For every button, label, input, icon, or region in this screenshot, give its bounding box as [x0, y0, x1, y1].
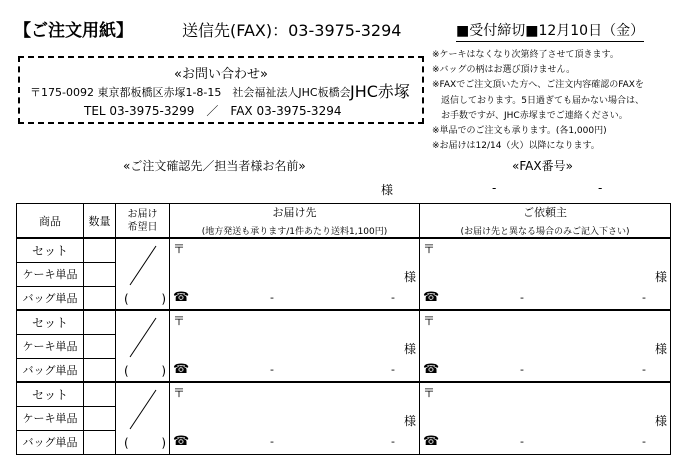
fax-destination: 送信先(FAX)：03-3975-3294 — [182, 21, 402, 40]
contact-tel-fax: TEL 03-3975-3299 ／ FAX 03-3975-3294 — [84, 104, 342, 118]
note-item: ※バッグの柄はお選び頂けません。 — [432, 65, 576, 76]
qty-cell[interactable] — [84, 286, 116, 310]
requester-phone-dash: - — [520, 363, 524, 376]
destination-phone-dash: - — [391, 363, 395, 376]
fax-number-dash: - — [492, 181, 497, 195]
row-label: バッグ単品 — [17, 286, 84, 310]
header-requester — [420, 204, 671, 239]
phone-icon: ☎ — [173, 434, 190, 449]
requester-phone-dash: - — [642, 363, 646, 376]
table-row — [17, 310, 671, 334]
delivery-date-cell[interactable] — [116, 238, 170, 310]
confirm-contact-label: «ご注文確認先／担当者様お名前» — [123, 159, 306, 173]
destination-phone-dash: - — [391, 291, 395, 304]
contact-box — [18, 56, 424, 124]
qty-cell[interactable] — [84, 406, 116, 430]
phone-icon: ☎ — [173, 362, 190, 377]
destination-phone-dash: - — [270, 435, 274, 448]
qty-cell[interactable] — [84, 238, 116, 262]
fax-number-dash: - — [598, 181, 603, 195]
form-title-text: 【ご注文用紙】 — [14, 21, 133, 41]
requester-cell[interactable] — [420, 238, 671, 310]
phone-icon: ☎ — [173, 290, 190, 305]
row-label: ケーキ単品 — [17, 406, 84, 430]
paren-open: ( — [124, 436, 129, 450]
phone-icon: ☎ — [423, 290, 440, 305]
note-item: ※FAXでご注文頂いた方へ、ご注文内容確認のFAXを — [432, 80, 644, 91]
requester-postal-mark[interactable]: 〒 — [423, 242, 436, 256]
qty-cell[interactable] — [84, 334, 116, 358]
paren-close: ) — [161, 364, 166, 378]
note-item: お手数ですが、JHC赤塚までご連絡ください。 — [432, 110, 628, 121]
destination-cell[interactable] — [170, 238, 420, 310]
requester-phone-dash: - — [520, 435, 524, 448]
paren-open: ( — [124, 292, 129, 306]
qty-cell[interactable] — [84, 310, 116, 334]
row-label: バッグ単品 — [17, 430, 84, 454]
qty-cell[interactable] — [84, 262, 116, 286]
header-destination — [170, 204, 420, 239]
requester-postal-mark[interactable]: 〒 — [423, 314, 436, 328]
contact-org: JHC赤塚 — [350, 82, 410, 101]
destination-sama[interactable]: 様 — [403, 342, 416, 356]
order-table — [16, 203, 671, 455]
requester-cell[interactable] — [420, 310, 671, 382]
paren-close: ) — [161, 436, 166, 450]
form-title — [14, 16, 133, 41]
row-label: セット — [17, 310, 84, 334]
destination-phone-dash: - — [391, 435, 395, 448]
customer-name-field[interactable]: 様 — [381, 183, 394, 197]
qty-cell[interactable] — [84, 382, 116, 406]
header-destination-sub: (地方発送も承ります/1件あたり送料1,100円) — [201, 227, 388, 237]
header-requester-sub: (お届け先と異なる場合のみご記入下さい) — [460, 227, 630, 237]
requester-phone-dash: - — [642, 291, 646, 304]
row-label: バッグ単品 — [17, 358, 84, 382]
destination-phone-dash: - — [270, 291, 274, 304]
header-product: 商品 — [17, 204, 84, 239]
destination-postal-mark[interactable]: 〒 — [173, 386, 186, 400]
phone-icon: ☎ — [423, 362, 440, 377]
destination-postal-mark[interactable]: 〒 — [173, 242, 186, 256]
row-label: セット — [17, 382, 84, 406]
contact-title: «お問い合わせ» — [174, 67, 268, 82]
note-item: ※お届けは12/14（火）以降になります。 — [432, 141, 600, 152]
row-label: ケーキ単品 — [17, 262, 84, 286]
header-requester-label: ご依頼主 — [523, 206, 567, 219]
table-row — [17, 382, 671, 406]
destination-sama[interactable]: 様 — [403, 414, 416, 428]
requester-sama[interactable]: 様 — [654, 414, 667, 428]
delivery-date-cell[interactable] — [116, 382, 170, 454]
qty-cell[interactable] — [84, 430, 116, 454]
note-item: 返信しております。5日過ぎても届かない場合は、 — [432, 95, 645, 106]
fax-number-label: «FAX番号» — [512, 159, 573, 173]
paren-open: ( — [124, 364, 129, 378]
destination-postal-mark[interactable]: 〒 — [173, 314, 186, 328]
requester-cell[interactable] — [420, 382, 671, 454]
deadline-notice: ■受付締切■12月10日（金） — [456, 20, 644, 42]
requester-postal-mark[interactable]: 〒 — [423, 386, 436, 400]
row-label: ケーキ単品 — [17, 334, 84, 358]
note-item: ※単品でのご注文も承ります。(各1,000円) — [432, 126, 607, 137]
destination-cell[interactable] — [170, 310, 420, 382]
delivery-date-cell[interactable] — [116, 310, 170, 382]
destination-phone-dash: - — [270, 363, 274, 376]
paren-close: ) — [161, 292, 166, 306]
note-item: ※ケーキはなくなり次第終了させて頂きます。 — [432, 50, 619, 60]
phone-icon: ☎ — [423, 434, 440, 449]
requester-phone-dash: - — [520, 291, 524, 304]
notes-list — [432, 48, 644, 154]
qty-cell[interactable] — [84, 358, 116, 382]
requester-sama[interactable]: 様 — [654, 270, 667, 284]
requester-phone-dash: - — [642, 435, 646, 448]
requester-sama[interactable]: 様 — [654, 342, 667, 356]
table-header-row — [17, 204, 671, 239]
table-row — [17, 238, 671, 262]
row-label: セット — [17, 238, 84, 262]
contact-address: 〒175-0092 東京都板橋区赤塚1-8-15 社会福祉法人JHC板橋会 — [30, 86, 351, 99]
destination-cell[interactable] — [170, 382, 420, 454]
destination-sama[interactable]: 様 — [403, 270, 416, 284]
header-destination-label: お届け先 — [272, 206, 317, 219]
header-delivery-date: お届け 希望日 — [116, 204, 170, 239]
header-qty: 数量 — [84, 204, 116, 239]
